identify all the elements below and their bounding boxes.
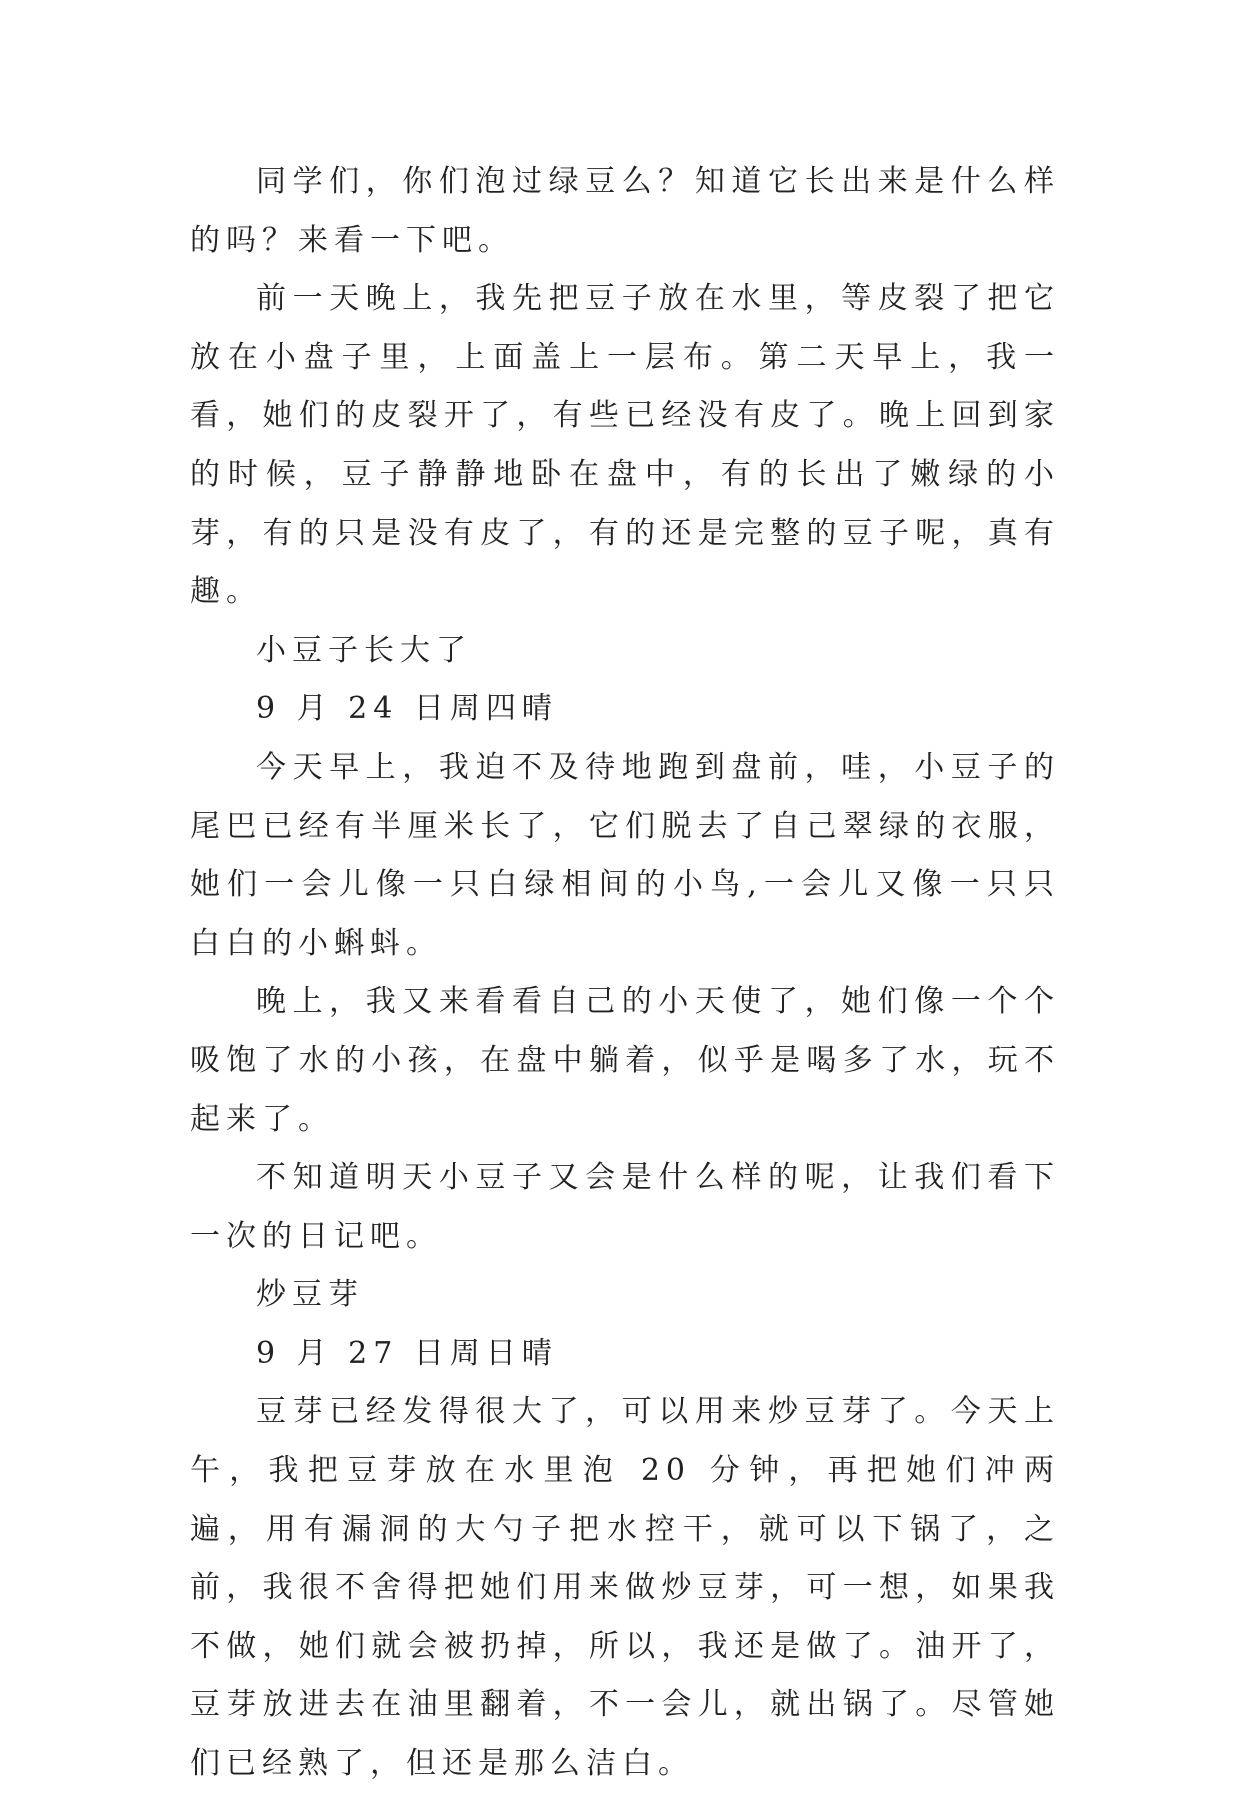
entry-date-sep-24: 9 月 24 日周四晴 [256, 691, 558, 727]
document-body [190, 153, 1060, 1794]
tomorrow-paragraph: 不知道明天小豆子又会是什么样的呢，让我们看下一次的日记吧。 [190, 1160, 1060, 1254]
section-heading-growing: 小豆子长大了 [256, 632, 472, 668]
intro-paragraph: 同学们，你们泡过绿豆么？知道它长出来是什么样的吗？来看一下吧。 [190, 164, 1060, 258]
first-night-paragraph: 前一天晚上，我先把豆子放在水里，等皮裂了把它放在小盘子里，上面盖上一层布。第二天早上，我一看，她们的皮裂开了，有些已经没有皮了。晚上回到家的时候，豆子静静地卧在盘中，有的长出了嫩绿的小芽，有的只是没有皮了，有的还是完整的豆子呢，真有趣。 [190, 281, 1060, 610]
cooking-paragraph: 豆芽已经发得很大了，可以用来炒豆芽了。今天上午，我把豆芽放在水里泡 20 分钟，再把她们冲两遍，用有漏洞的大勺子把水控干，就可以下锅了，之前，我很不舍得把她们用来做炒豆芽，可一想，如果我不做，她们就会被扔掉，所以，我还是做了。油开了，豆芽放进去在油里翻着，不一会儿，就出锅了。尽管她们已经熟了，但还是那么洁白。 [190, 1394, 1060, 1782]
entry-date-sep-27: 9 月 27 日周日晴 [256, 1335, 558, 1371]
section-heading-stir-fry: 炒豆芽 [256, 1277, 364, 1313]
evening-paragraph: 晚上，我又来看看自己的小天使了，她们像一个个吸饱了水的小孩，在盘中躺着，似乎是喝多了水，玩不起来了。 [190, 984, 1060, 1137]
morning-paragraph: 今天早上，我迫不及待地跑到盘前，哇，小豆子的尾巴已经有半厘米长了，它们脱去了自己翠绿的衣服，她们一会儿像一只白绿相间的小鸟,一会儿又像一只只白白的小蝌蚪。 [190, 749, 1060, 961]
